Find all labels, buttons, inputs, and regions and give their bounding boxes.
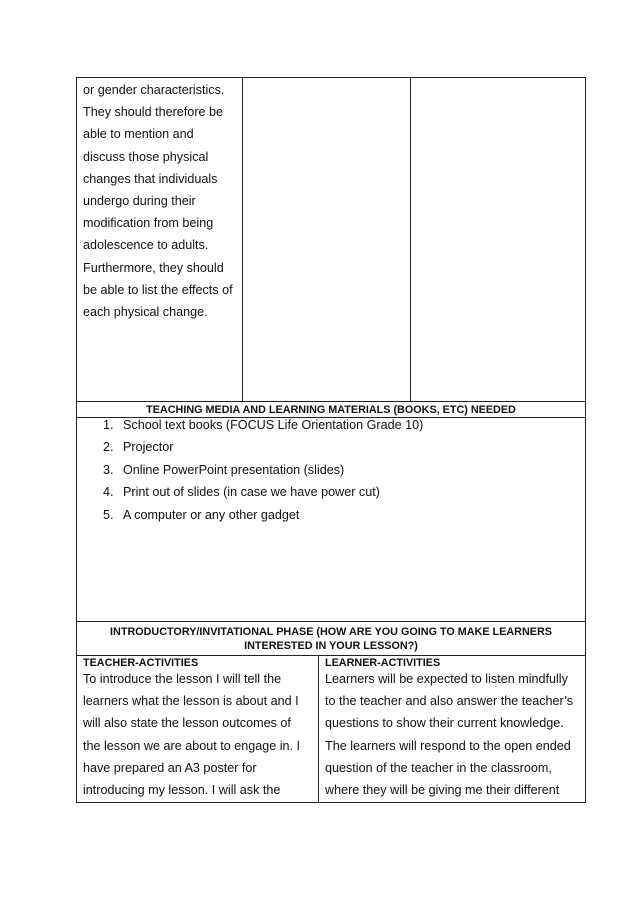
list-item: 4. Print out of slides (in case we have power cut) <box>103 485 380 500</box>
text-line: the lesson we are about to engage in. I <box>83 738 301 753</box>
text-line: changes that individuals <box>83 171 218 186</box>
text-line: introducing my lesson. I will ask the <box>83 783 281 798</box>
intro-heading <box>76 625 586 653</box>
text-line: The learners will respond to the open ended <box>325 738 571 753</box>
text-line: or gender characteristics. <box>83 83 225 97</box>
text-line: where they will be giving me their different <box>325 783 560 798</box>
intro-heading-line: INTRODUCTORY/INVITATIONAL PHASE (HOW ARE YOU GOING TO MAKE LEARNERS <box>110 626 552 638</box>
list-item: 2. Projector <box>103 440 174 455</box>
list-item: 1. School text books (FOCUS Life Orientation Grade 10) <box>103 418 424 432</box>
teacher-activities-text <box>83 668 313 801</box>
column-divider <box>410 77 411 402</box>
list-item: 3. Online PowerPoint presentation (slides) <box>103 462 345 477</box>
materials-heading: TEACHING MEDIA AND LEARNING MATERIALS (BOOKS, ETC) NEEDED <box>146 404 516 416</box>
text-line: Furthermore, they should <box>83 260 224 275</box>
text-line: will also state the lesson outcomes of <box>83 716 291 731</box>
list-item: 5. A computer or any other gadget <box>103 507 300 522</box>
intro-heading-line: INTERESTED IN YOUR LESSON?) <box>244 640 418 652</box>
column-divider <box>318 655 319 803</box>
text-line: able to mention and <box>83 127 194 142</box>
text-line: each physical change. <box>83 305 208 320</box>
text-line: discuss those physical <box>83 149 209 164</box>
text-line: undergo during their <box>83 194 196 209</box>
column-divider <box>242 77 243 402</box>
learner-activities-heading: LEARNER-ACTIVITIES <box>325 657 441 669</box>
objectives-cell-text <box>83 79 239 323</box>
materials-list <box>103 414 423 526</box>
text-line: Learners will be expected to listen mindfully <box>325 672 568 686</box>
text-line: learners what the lesson is about and I <box>83 694 299 709</box>
text-line: have prepared an A3 poster for <box>83 760 257 775</box>
text-line: be able to list the effects of <box>83 282 233 297</box>
text-line: adolescence to adults. <box>83 238 209 253</box>
text-line: question of the teacher in the classroom, <box>325 760 552 775</box>
learner-activities-text <box>325 668 581 801</box>
text-line: They should therefore be <box>83 105 224 120</box>
text-line: to the teacher and also answer the teacher’s <box>325 694 574 709</box>
teacher-activities-heading: TEACHER-ACTIVITIES <box>83 657 199 669</box>
text-line: modification from being <box>83 216 214 231</box>
text-line: To introduce the lesson I will tell the <box>83 672 282 686</box>
text-line: questions to show their current knowledge. <box>325 716 564 731</box>
